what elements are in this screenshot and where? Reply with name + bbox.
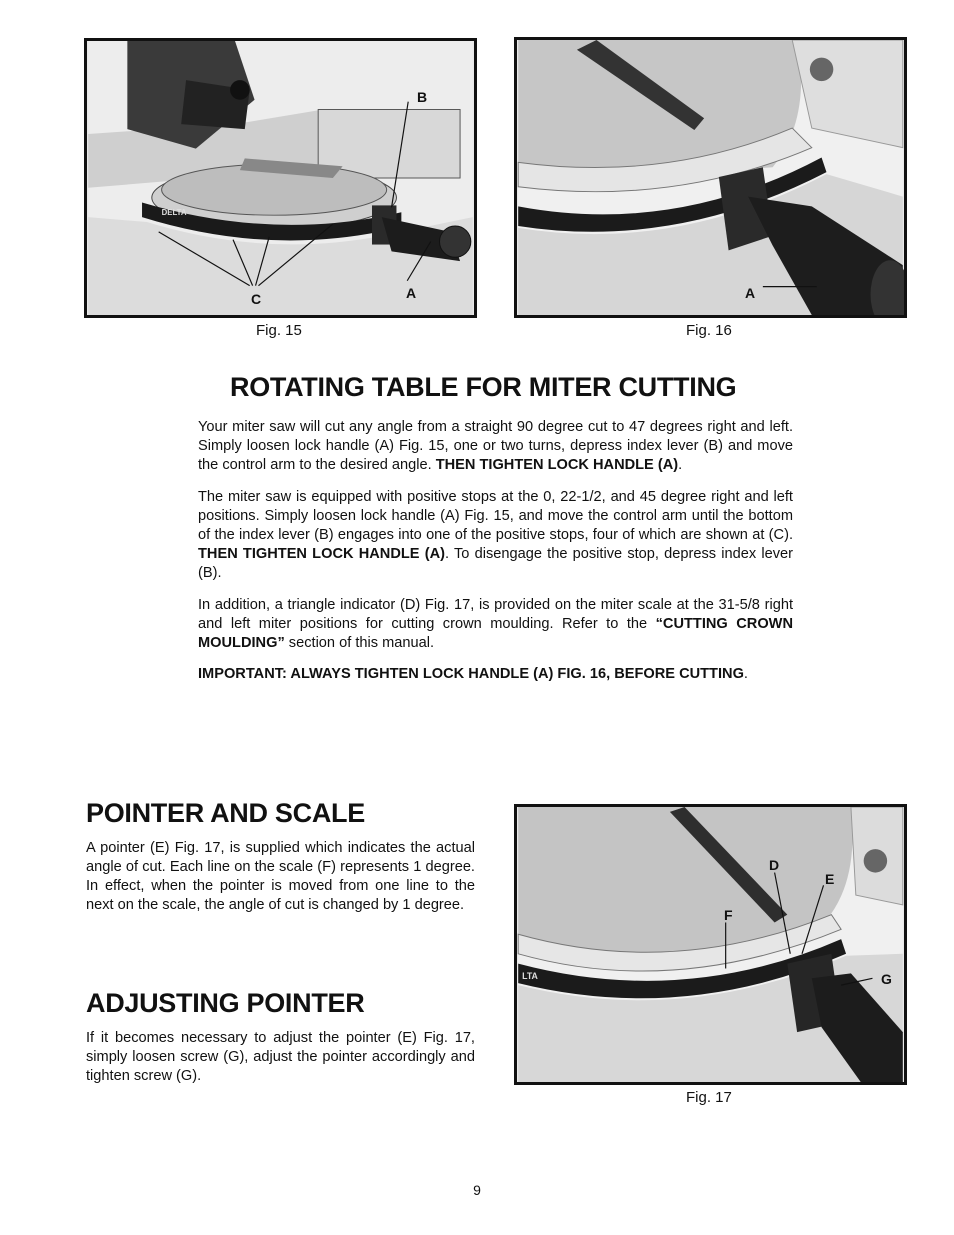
miter-saw-table-illustration [87, 41, 474, 315]
page-number: 9 [473, 1182, 481, 1198]
fig15-caption: Fig. 15 [256, 322, 302, 339]
pointer-scale-closeup-illustration [517, 807, 904, 1082]
rotating-p1-end: . [678, 457, 683, 473]
fig17-caption: Fig. 17 [686, 1089, 732, 1106]
fig16-caption: Fig. 16 [686, 322, 732, 339]
fig17-callout-f: F [724, 907, 733, 923]
rotating-paragraph-4 [198, 665, 793, 684]
fig17-callout-g: G [881, 971, 892, 987]
rotating-p2-bold: THEN TIGHTEN LOCK HANDLE (A) [198, 546, 445, 562]
adjusting-paragraph: If it becomes necessary to adjust the pointer (E) Fig. 17, simply loosen screw (G), adjust the pointer accordingly and tighten screw (G). [86, 1030, 475, 1084]
rotating-p3-bold: “CUTTING CROWN MOULDING” [198, 616, 793, 651]
rotating-p2-text: The miter saw is equipped with positive stops at the 0, 22-1/2, and 45 degree right and left positions. Simply loosen lock handle (A) Fig. 15, and move the control arm until the bottom of the index lever (B) engages into one of the positive stops, four of which are shown at (C). [198, 489, 793, 543]
fig17-callout-d: D [769, 857, 780, 873]
fig15-callout-b: B [417, 89, 428, 105]
rotating-paragraph-3 [198, 596, 793, 653]
rotating-p3-end: section of this manual. [284, 635, 435, 651]
fig17-brand-logo: LTA [522, 971, 538, 982]
section-title-pointer-scale: POINTER AND SCALE [86, 798, 365, 828]
rotating-p1-text: Your miter saw will cut any angle from a straight 90 degree cut to 47 degrees right and left. Simply loosen lock handle (A) Fig. 15, one or two turns, depress index lever (B) and move the control arm to the desired angle. [198, 419, 793, 473]
section-title-adjusting-pointer: ADJUSTING POINTER [86, 988, 365, 1018]
rotating-p2-end: . To disengage the positive stop, depress index lever (B). [198, 546, 793, 581]
fig16-callout-a: A [745, 285, 756, 301]
rotating-paragraph-2 [198, 488, 793, 583]
rotating-important-note: IMPORTANT: ALWAYS TIGHTEN LOCK HANDLE (A) FIG. 16, BEFORE CUTTING [198, 666, 744, 682]
fig15-callout-a: A [406, 285, 417, 301]
rotating-p1-bold: THEN TIGHTEN LOCK HANDLE (A) [435, 457, 679, 473]
figure-15-photo [84, 38, 477, 318]
pointer-paragraph: A pointer (E) Fig. 17, is supplied which indicates the actual angle of cut. Each line on the scale (F) represents 1 degree. In effect, when the pointer is moved from one line to the next on the scale, the angle of cut is changed by 1 degree. [86, 840, 475, 913]
rotating-paragraph-1 [198, 418, 793, 475]
rotating-p3-text: In addition, a triangle indicator (D) Fig. 17, is provided on the miter scale at the 31-5/8 right and left miter positions for cutting crown moulding. Refer to the [198, 597, 793, 632]
rotating-p4-end: . [743, 666, 748, 682]
figure-17-photo [514, 804, 907, 1085]
fig15-brand-logo: DELTA [161, 208, 187, 218]
lock-handle-closeup-illustration [517, 40, 904, 315]
section-title-rotating-table: ROTATING TABLE FOR MITER CUTTING [230, 372, 737, 402]
fig15-callout-c: C [251, 291, 262, 307]
fig17-callout-e: E [825, 871, 835, 887]
figure-16-photo [514, 37, 907, 318]
